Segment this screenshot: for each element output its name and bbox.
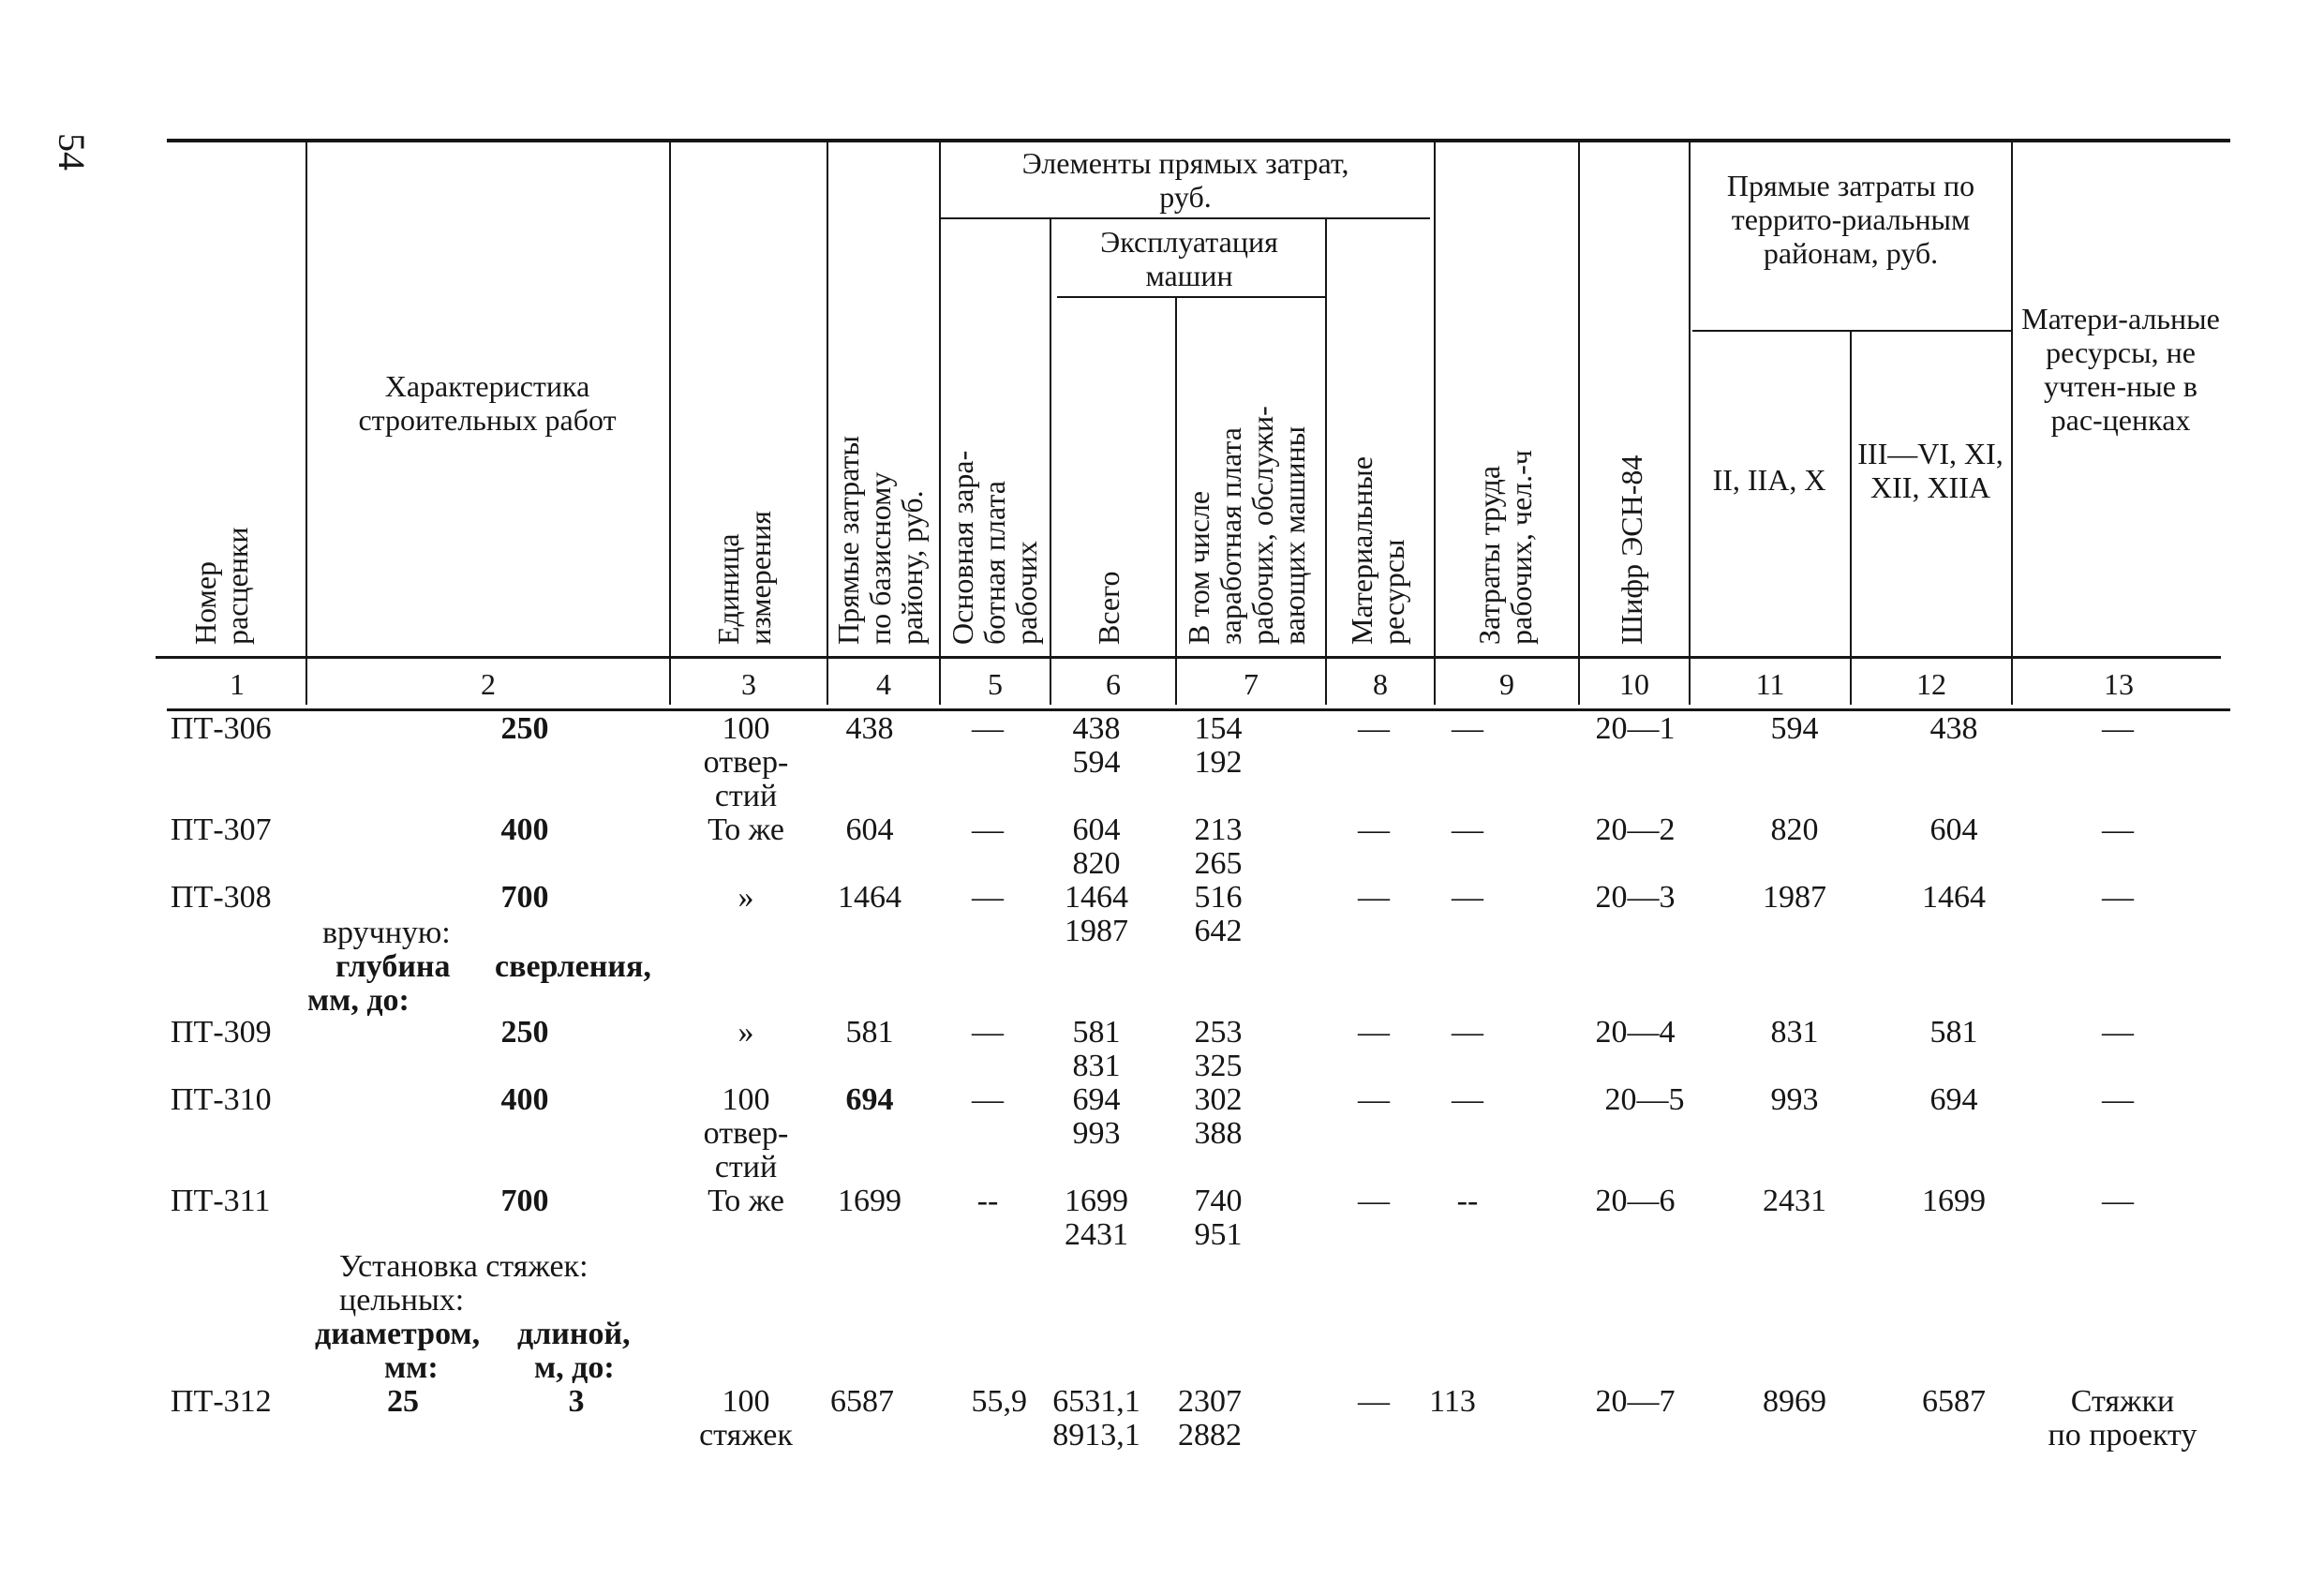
col-divider [1434,142,1436,705]
base-wage: — [972,880,1004,915]
machine-operators-wage: 253 325 [1194,1015,1243,1083]
col-divider [669,142,671,705]
subheading-manual: сверления, [495,949,651,984]
base-cost: 604 [845,812,894,847]
header-col1: Номер расценки [188,527,254,645]
depth-value: 400 [500,1082,549,1117]
base-wage: — [972,711,1004,746]
base-cost: 1464 [838,880,901,915]
unaccounted-resources: — [2102,1082,2134,1117]
column-number: 12 [1916,667,1946,701]
territorial-cost-1: 594 [1770,711,1819,746]
labor-cost: — [1452,711,1483,746]
column-number: 8 [1373,667,1388,701]
machines-total: 6531,1 8913,1 [1052,1384,1140,1452]
depth-value: 250 [500,711,549,746]
depth-value: 400 [500,812,549,847]
header-col7: В том числе заработная плата рабочих, обслужи- вающих машины [1182,406,1311,645]
esn-cipher: 20—3 [1595,880,1676,915]
col-divider [1689,142,1691,705]
base-wage: 55,9 [971,1384,1027,1419]
rate-code: ПТ-309 [171,1015,272,1050]
header-col4: Прямые затраты по базисному району, руб. [831,435,929,645]
subheading-ties: диаметром, [315,1317,481,1351]
territorial-cost-1: 831 [1770,1015,1819,1050]
col-divider [305,142,307,705]
base-wage: — [972,1082,1004,1117]
column-number: 7 [1244,667,1259,701]
rate-code: ПТ-306 [171,711,272,746]
base-wage: — [972,1015,1004,1050]
depth-value: 250 [500,1015,549,1050]
base-cost: 438 [845,711,894,746]
header-col5: Основная зара- ботная плата рабочих [946,450,1043,645]
header-col11: II, IIA, X [1712,463,1826,497]
subheading-manual: глубина [335,949,451,984]
subheading-ties: цельных: [339,1283,465,1318]
territorial-cost-1: 820 [1770,812,1819,847]
column-number: 6 [1106,667,1121,701]
rate-code: ПТ-310 [171,1082,272,1117]
machine-operators-wage: 154 192 [1194,711,1243,780]
unaccounted-resources: — [2102,1184,2134,1218]
rate-code: ПТ-308 [171,880,272,915]
column-number: 9 [1499,667,1514,701]
base-cost: 694 [845,1082,894,1117]
column-number: 2 [481,667,496,701]
machine-operators-wage: 516 642 [1194,880,1243,948]
base-wage: — [972,812,1004,847]
esn-cipher: 20—5 [1604,1082,1685,1117]
header-group-territorial: Прямые затраты по террито-риальным районам, руб. [1726,169,1975,270]
material-resources: — [1358,1184,1390,1218]
col-divider [1050,219,1051,705]
machines-total: 438 594 [1072,711,1121,780]
subheading-ties: м, до: [534,1350,615,1385]
esn-cipher: 20—4 [1595,1015,1676,1050]
col-divider [2011,142,2013,705]
column-number: 4 [876,667,891,701]
header-group-machines: Эксплуатация машин [1100,225,1278,292]
col-divider [1175,298,1177,705]
machine-operators-wage: 213 265 [1194,812,1243,881]
col-divider [1578,142,1580,705]
labor-cost: — [1452,1015,1483,1050]
subheading-manual: вручную: [322,916,451,950]
labor-cost: — [1452,1082,1483,1117]
page-number: 54 [51,133,93,171]
column-number: 1 [230,667,245,701]
esn-cipher: 20—7 [1595,1384,1676,1419]
territorial-cost-2: 438 [1929,711,1978,746]
labor-cost: -- [1456,1184,1479,1218]
rate-code: ПТ-312 [171,1384,272,1419]
subheading-manual: мм, до: [307,983,410,1018]
territorial-cost-2: 6587 [1922,1384,1986,1419]
col-divider [939,142,941,705]
header-bottom-rule [156,656,2221,659]
material-resources: — [1358,1384,1390,1419]
col-divider [1850,332,1852,705]
territorial-cost-2: 1464 [1922,880,1986,915]
machines-total: 1464 1987 [1065,880,1128,948]
header-col13: Матери-альные ресурсы, не учтен-ные в рас-ценках [2021,302,2220,437]
material-resources: — [1358,1082,1390,1117]
header-col6: Всего [1092,571,1125,645]
group-machines-rule [1057,296,1325,298]
labor-cost: — [1452,812,1483,847]
unaccounted-resources: — [2102,711,2134,746]
machines-total: 581 831 [1072,1015,1121,1083]
depth-value: 700 [500,880,549,915]
machines-total: 604 820 [1072,812,1121,881]
top-rule [167,139,2230,142]
rate-code: ПТ-307 [171,812,272,847]
labor-cost: 113 [1429,1384,1476,1419]
unit: 100 стяжек [699,1384,793,1452]
territorial-cost-2: 1699 [1922,1184,1986,1218]
base-cost: 6587 [830,1384,894,1419]
territorial-cost-2: 694 [1929,1082,1978,1117]
unit: 100 отвер- стий [703,711,789,813]
machine-operators-wage: 2307 2882 [1178,1384,1242,1452]
unit: То же [708,812,784,847]
material-resources: — [1358,1015,1390,1050]
header-col3: Единица измерения [711,511,777,645]
header-col8: Материальные ресурсы [1345,455,1410,645]
labor-cost: — [1452,880,1483,915]
material-resources: — [1358,711,1390,746]
base-cost: 581 [845,1015,894,1050]
base-wage: -- [976,1184,999,1218]
unit: » [737,1015,754,1050]
rate-code: ПТ-311 [171,1184,271,1218]
territorial-cost-1: 2431 [1763,1184,1826,1218]
esn-cipher: 20—1 [1595,711,1676,746]
column-number: 5 [988,667,1003,701]
territorial-cost-1: 1987 [1763,880,1826,915]
territorial-cost-2: 604 [1929,812,1978,847]
col-divider [1325,219,1327,705]
subheading-ties: длиной, [517,1317,631,1351]
unit: » [737,880,754,915]
header-col9: Затраты труда рабочих, чел.-ч [1472,450,1538,645]
unaccounted-resources: — [2102,812,2134,847]
territorial-cost-1: 8969 [1763,1384,1826,1419]
length-value: 3 [568,1384,585,1419]
column-number: 11 [1755,667,1785,701]
territorial-cost-1: 993 [1770,1082,1819,1117]
header-group-direct-costs: Элементы прямых затрат, руб. [1021,146,1349,214]
machine-operators-wage: 302 388 [1194,1082,1243,1151]
machines-total: 694 993 [1072,1082,1121,1151]
group-territorial-rule [1692,330,2011,332]
header-characteristic: Характеристика строительных работ [358,369,617,437]
header-col12: III—VI, XI, XII, XIIA [1857,437,2004,504]
unaccounted-resources: — [2102,1015,2134,1050]
subheading-ties: Установка стяжек: [339,1249,588,1284]
group-direct-rule [941,217,1430,219]
unaccounted-resources: — [2102,880,2134,915]
column-number: 10 [1619,667,1649,701]
column-number: 3 [741,667,756,701]
esn-cipher: 20—6 [1595,1184,1676,1218]
material-resources: — [1358,880,1390,915]
col-divider [827,142,828,705]
subheading-ties: мм: [384,1350,439,1385]
diameter-value: 25 [387,1384,419,1419]
unit: 100 отвер- стий [703,1082,789,1184]
depth-value: 700 [500,1184,549,1218]
esn-cipher: 20—2 [1595,812,1676,847]
material-resources: — [1358,812,1390,847]
unit: То же [708,1184,784,1218]
header-col10: Шифр ЭСН-84 [1615,454,1648,645]
column-number: 13 [2104,667,2134,701]
base-cost: 1699 [838,1184,901,1218]
machine-operators-wage: 740 951 [1194,1184,1243,1252]
unaccounted-resources: Стяжки по проекту [2048,1384,2197,1452]
territorial-cost-2: 581 [1929,1015,1978,1050]
machines-total: 1699 2431 [1065,1184,1128,1252]
